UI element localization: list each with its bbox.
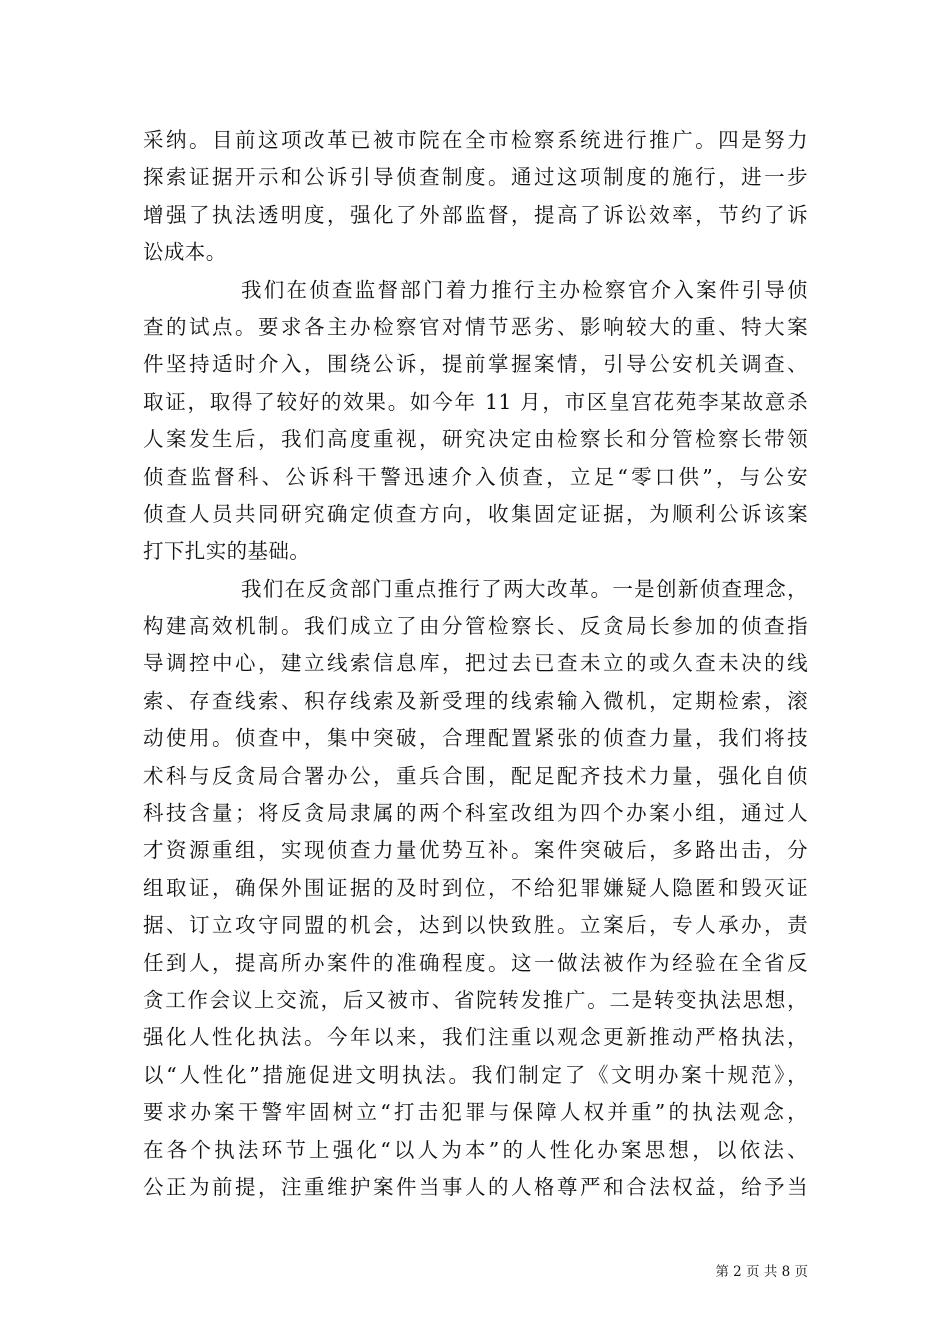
text-line: 取证，取得了较好的效果。如今年 11 月，市区皇宫花苑李某故意杀: [143, 389, 808, 414]
text-line: 人案发生后，我们高度重视，研究决定由检察长和分管检察长带领: [143, 427, 808, 452]
text-line: 动使用。侦查中，集中突破，合理配置紧张的侦查力量，我们将技: [143, 726, 808, 751]
text-line: 在各个执法环节上强化“以人为本”的人性化办案思想，以依法、: [143, 1137, 808, 1162]
text-line: 索、存查线索、积存线索及新受理的线索输入微机，定期检索，滚: [143, 688, 808, 713]
text-line: 任到人，提高所办案件的准确程度。这一做法被作为经验在全省反: [143, 950, 808, 975]
text-line: 构建高效机制。我们成立了由分管检察长、反贪局长参加的侦查指: [143, 614, 808, 639]
text-line: 探索证据开示和公诉引导侦查制度。通过这项制度的施行，进一步: [143, 165, 808, 190]
text-line: 强化人性化执法。今年以来，我们注重以观念更新推动严格执法，: [143, 1025, 808, 1050]
text-line: 导调控中心，建立线索信息库，把过去已查未立的或久查未决的线: [143, 651, 808, 676]
text-line: 据、订立攻守同盟的机会，达到以快致胜。立案后，专人承办，责: [143, 913, 808, 938]
text-line: 公正为前提，注重维护案件当事人的人格尊严和合法权益，给予当: [143, 1174, 808, 1199]
text-line: 查的试点。要求各主办检察官对情节恶劣、影响较大的重、特大案: [143, 314, 808, 339]
text-line: 我们在反贪部门重点推行了两大改革。一是创新侦查理念，: [241, 576, 808, 601]
text-line: 科技含量；将反贪局隶属的两个科室改组为四个办案小组，通过人: [143, 801, 808, 826]
body-text: [143, 122, 808, 1206]
text-line: 增强了执法透明度，强化了外部监督，提高了诉讼效率，节约了诉: [143, 202, 808, 227]
paragraph-2: [143, 272, 808, 571]
text-line: 贪工作会议上交流，后又被市、省院转发推广。二是转变执法思想，: [143, 987, 808, 1012]
paragraph-1: [143, 122, 808, 272]
page-number: 第 2 页 共 8 页: [715, 1264, 808, 1280]
text-line: 讼成本。: [143, 240, 227, 265]
text-line: 侦查监督科、公诉科干警迅速介入侦查，立足“零口供”，与公安: [143, 464, 808, 489]
text-line: 件坚持适时介入，围绕公诉，提前掌握案情，引导公安机关调查、: [143, 352, 808, 377]
text-line: 以“人性化”措施促进文明执法。我们制定了《文明办案十规范》，: [143, 1062, 808, 1087]
text-line: 打下扎实的基础。: [143, 539, 311, 564]
text-line: 我们在侦查监督部门着力推行主办检察官介入案件引导侦: [241, 277, 808, 302]
text-line: 采纳。目前这项改革已被市院在全市检察系统进行推广。四是努力: [143, 128, 808, 152]
paragraph-3: [143, 571, 808, 1207]
text-line: 侦查人员共同研究确定侦查方向，收集固定证据，为顺利公诉该案: [143, 501, 808, 526]
text-line: 才资源重组，实现侦查力量优势互补。案件突破后，多路出击，分: [143, 838, 808, 863]
page-footer: [0, 1262, 950, 1282]
text-line: 术科与反贪局合署办公，重兵合围，配足配齐技术力量，强化自侦: [143, 763, 808, 788]
text-line: 组取证，确保外围证据的及时到位，不给犯罪嫌疑人隐匿和毁灭证: [143, 875, 808, 900]
text-line: 要求办案干警牢固树立“打击犯罪与保障人权并重”的执法观念，: [143, 1100, 808, 1125]
